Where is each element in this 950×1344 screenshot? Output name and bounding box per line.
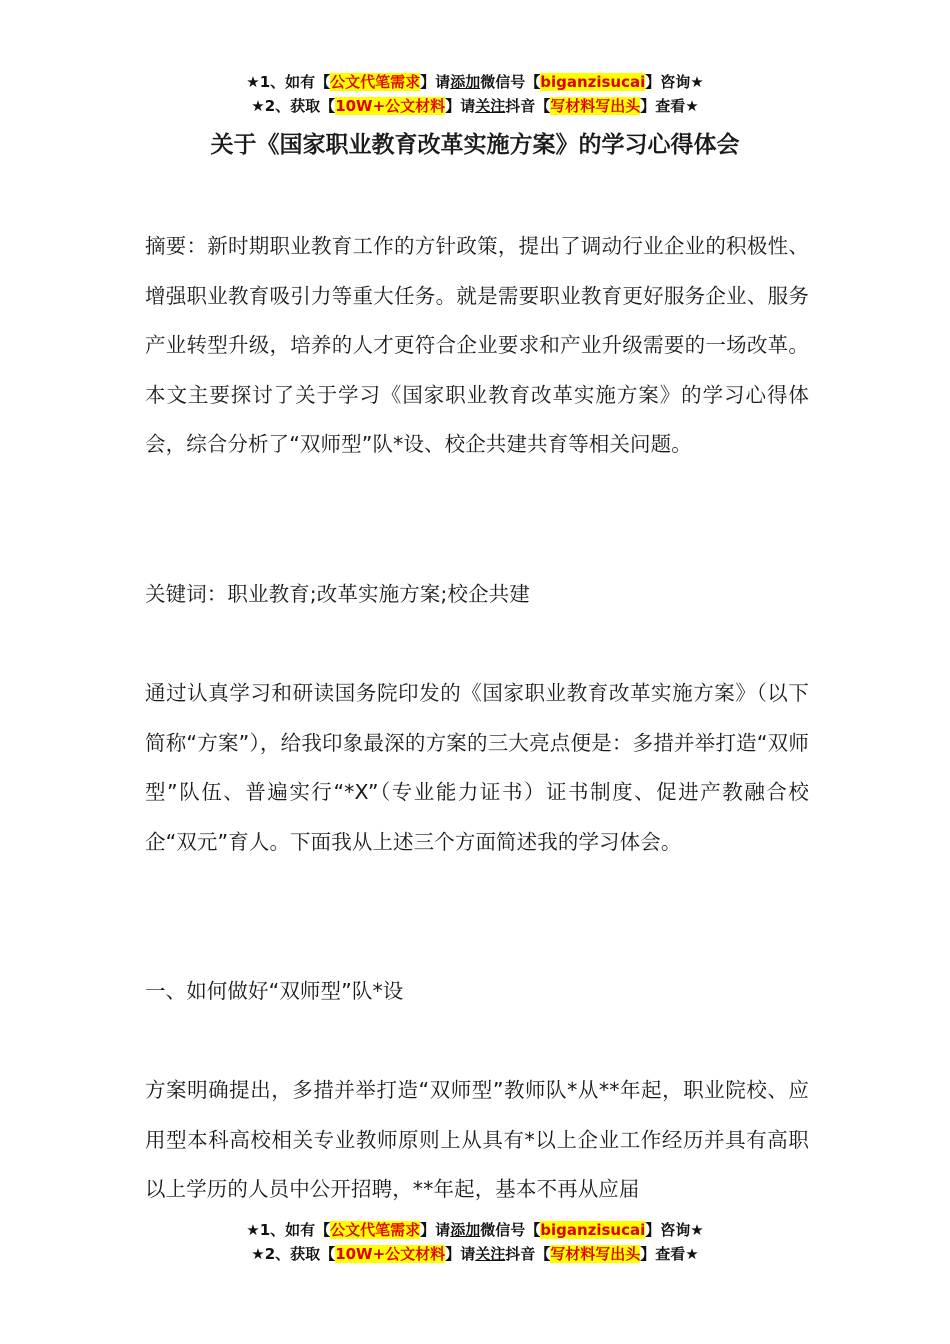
- promo-line-2: ★2、获取【10W+公文材料】请关注抖音【写材料写出头】查看★: [251, 97, 699, 115]
- promo-line-1: ★1、如有【公文代笔需求】请添加微信号【biganzisucai】咨询★: [246, 1221, 704, 1239]
- promo-line-2: ★2、获取【10W+公文材料】请关注抖音【写材料写出头】查看★: [251, 1245, 699, 1263]
- promo-banner-bottom: [0, 1218, 950, 1266]
- intro-paragraph: 通过认真学习和研读国务院印发的《国家职业教育改革实施方案》（以下简称“方案”），给我印象最深的方案的三大亮点便是：多措并举打造“双师型”队伍、普遍实行“*X”（专业能力证书）证书制度、促进产教融合校企“双元”育人。下面我从上述三个方面简述我的学习体会。: [145, 681, 809, 854]
- highlight-wechat-id: biganzisucai: [540, 1221, 646, 1239]
- section-heading: 一、如何做好“双师型”队*设: [145, 979, 404, 1003]
- highlight-douyin-account: 写材料写出头: [550, 97, 641, 115]
- section-body-paragraph: 方案明确提出，多措并举打造“双师型”教师队*从**年起，职业院校、应用型本科高校相关专业教师原则上从具有*以上企业工作经历并具有高职以上学历的人员中公开招聘，**年起，基本不再从应届: [145, 1078, 809, 1201]
- highlight-douyin-account: 写材料写出头: [550, 1245, 641, 1263]
- highlight-materials: 10W+公文材料: [335, 97, 446, 115]
- promo-line-1: ★1、如有【公文代笔需求】请添加微信号【biganzisucai】咨询★: [246, 73, 704, 91]
- abstract-paragraph: 摘要：新时期职业教育工作的方针政策，提出了调动行业企业的积极性、增强职业教育吸引力等重大任务。就是需要职业教育更好服务企业、服务产业转型升级，培养的人才更符合企业要求和产业升级需要的一场改革。本文主要探讨了关于学习《国家职业教育改革实施方案》的学习心得体会，综合分析了“双师型”队*设、校企共建共育等相关问题。: [145, 234, 809, 456]
- highlight-service: 公文代笔需求: [330, 73, 421, 91]
- document-title: 关于《国家职业教育改革实施方案》的学习心得体会: [210, 132, 740, 158]
- keywords-paragraph: 关键词：职业教育;改革实施方案;校企共建: [145, 582, 530, 606]
- promo-banner-top: [0, 70, 950, 118]
- highlight-wechat-id: biganzisucai: [540, 73, 646, 91]
- highlight-service: 公文代笔需求: [330, 1221, 421, 1239]
- highlight-materials: 10W+公文材料: [335, 1245, 446, 1263]
